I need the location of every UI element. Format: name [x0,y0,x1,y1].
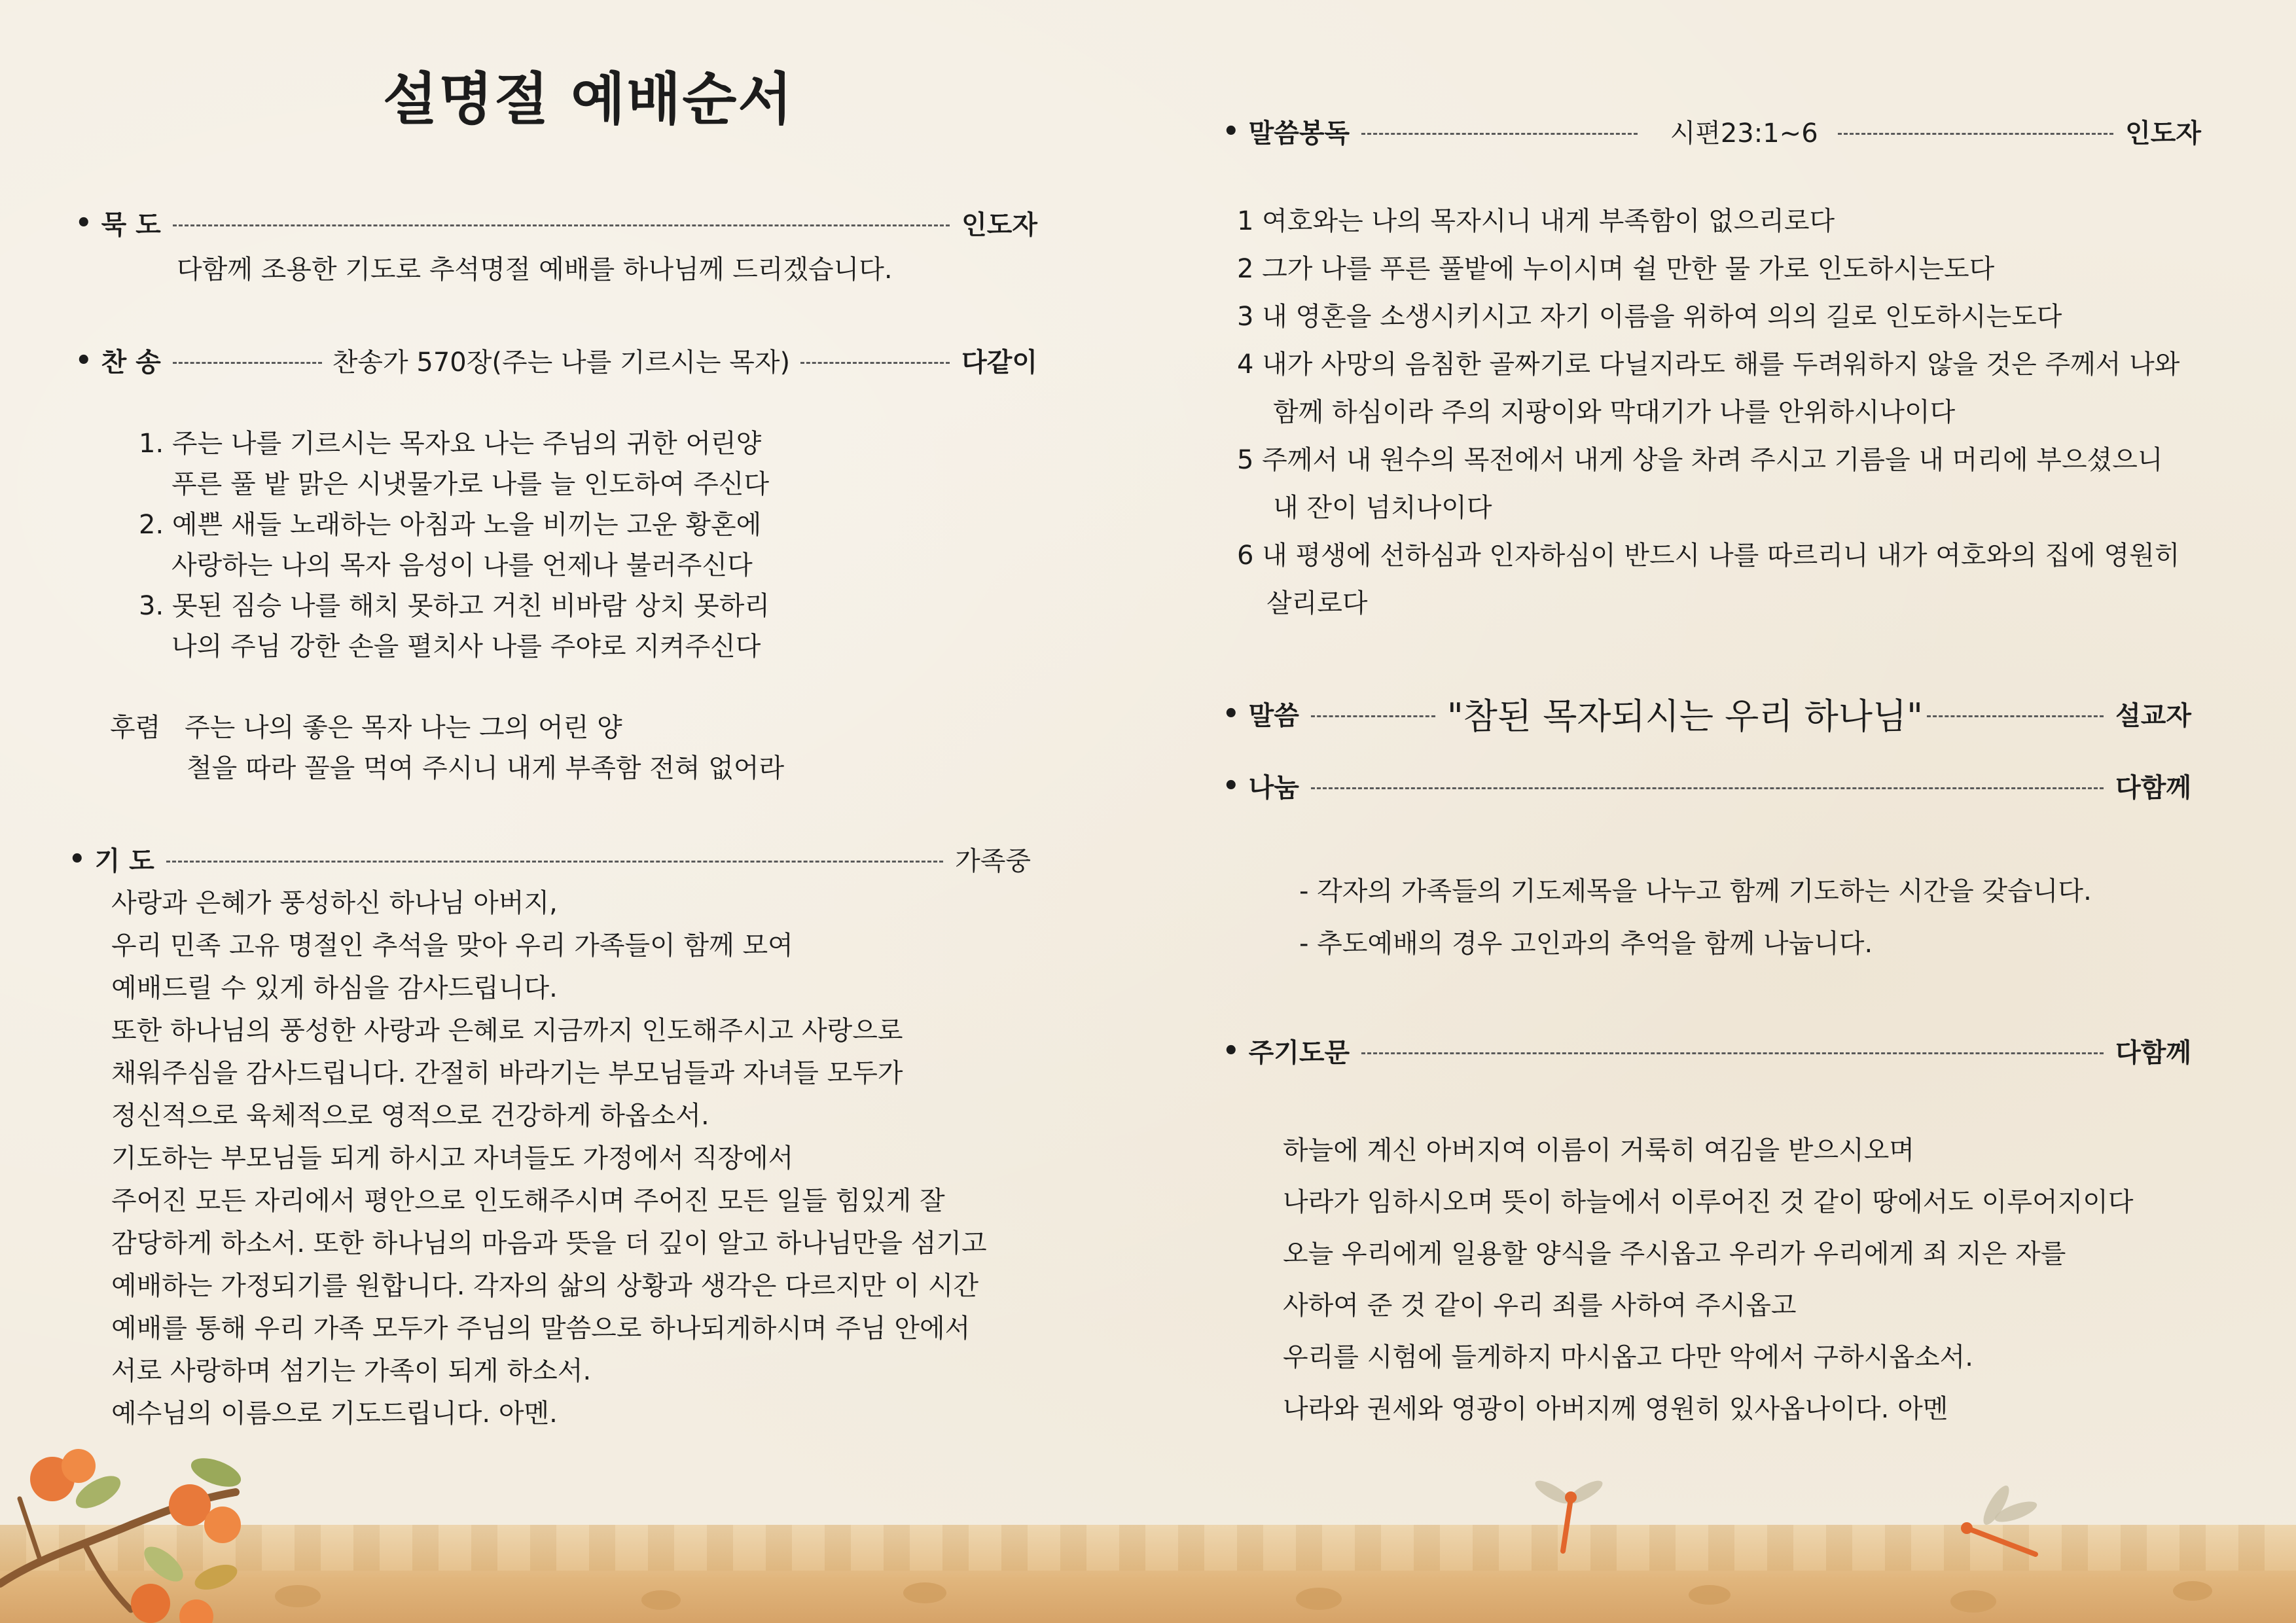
hymn-verse-line: 푸른 풀 밭 맑은 시냇물가로 나를 늘 인도하여 주신다 [171,469,770,499]
pebble [903,1582,946,1603]
bullet: • [69,844,86,874]
bullet: • [1223,116,1240,147]
psalm-line: 5 주께서 내 원수의 목전에서 내게 상을 차려 주시고 기름을 내 머리에 부으셨으니 [1237,445,2163,475]
prayer-line: 기도하는 부모님들 되게 하시고 자녀들도 가정에서 직장에서 [111,1143,794,1173]
sermon-role: 설교자 [2115,701,2191,731]
psalm-line: 6 내 평생에 선하심과 인자하심이 반드시 나를 따르리니 내가 여호와의 집에 영원히 [1237,541,2180,571]
dragonfly-illustration [1937,1479,2055,1571]
prayer-line: 우리 민족 고유 명절인 추석을 맞아 우리 가족들이 함께 모여 [111,931,793,961]
sharing-label: 나눔 [1248,773,1299,803]
leader-dashes [1311,787,2104,789]
hymn-verse-line: 2. 예쁜 새들 노래하는 아침과 노을 비끼는 고운 황혼에 [139,510,762,540]
page-title: 설명절 예배순서 [383,67,794,132]
scripture-passage: 시편23:1~6 [1670,118,1818,149]
section-lords-prayer [1223,1032,2191,1069]
section-silent-prayer [75,204,1037,241]
pebble [1950,1590,1996,1613]
section-prayer [69,840,1031,878]
prayer-line: 주어진 모든 자리에서 평안으로 인도해주시며 주어진 모든 일들 힘있게 잘 [111,1186,945,1216]
bullet: • [75,345,92,376]
section-scripture-reading [1223,113,2201,150]
hymn-verse-line: 1. 주는 나를 기르시는 목자요 나는 주님의 귀한 어린양 [139,429,762,459]
prayer-line: 서로 사랑하며 섬기는 가족이 되게 하소서. [111,1356,592,1386]
psalm-line: 함께 하심이라 주의 지팡이와 막대기가 나를 안위하시나이다 [1273,397,1956,427]
bullet: • [1223,1035,1240,1066]
prayer-line: 채워주심을 감사드립니다. 간절히 바라기는 부모님들과 자녀들 모두가 [111,1058,903,1088]
lords-prayer-line: 하늘에 계신 아버지여 이름이 거룩히 여김을 받으시오며 [1283,1135,1915,1166]
psalm-line: 4 내가 사망의 음침한 골짜기로 다닐지라도 해를 두려워하지 않을 것은 주께서 나와 [1237,349,2180,380]
leader-dashes [800,362,950,364]
sermon-title: "참된 목자되시는 우리 하나님" [1446,696,1923,737]
bullet: • [1223,770,1240,801]
hymn-label: 찬 송 [101,348,161,378]
silent-prayer-role: 인도자 [961,210,1037,240]
dragonfly-illustration [1532,1472,1610,1558]
leader-dashes [1927,715,2104,717]
lords-prayer-line: 우리를 시험에 들게하지 마시옵고 다만 악에서 구하시옵소서. [1283,1342,1974,1372]
psalm-line: 2 그가 나를 푸른 풀밭에 누이시며 쉴 만한 물 가로 인도하시는도다 [1237,254,1995,284]
persimmon-branch-illustration [0,1427,275,1623]
prayer-line: 예배드릴 수 있게 하심을 감사드립니다. [111,973,558,1003]
hymn-verse-line: 3. 못된 짐승 나를 해치 못하고 거친 비바람 상치 못하리 [139,591,770,621]
pebble [1296,1588,1342,1610]
leader-dashes [1361,133,1637,135]
leader-dashes [1311,715,1435,717]
prayer-line: 또한 하나님의 풍성한 사랑과 은혜로 지금까지 인도해주시고 사랑으로 [111,1016,903,1046]
psalm-line: 1 여호와는 나의 목자시니 내게 부족함이 없으리로다 [1237,206,1835,236]
psalm-line: 내 잔이 넘치나이다 [1273,493,1492,523]
psalm-line: 3 내 영혼을 소생시키시고 자기 이름을 위하여 의의 길로 인도하시는도다 [1237,302,2062,332]
leader-dashes [1361,1052,2104,1054]
prayer-line: 예배를 통해 우리 가족 모두가 주님의 말씀으로 하나되게하시며 주님 안에서 [111,1313,971,1344]
section-sermon [1223,688,2191,739]
refrain-line: 철을 따라 꼴을 먹여 주시니 내게 부족함 전혀 없어라 [187,753,785,783]
prayer-role: 가족중 [955,846,1031,876]
lords-prayer-line: 나라와 권세와 영광이 아버지께 영원히 있사옵나이다. 아멘 [1283,1394,1948,1424]
hymn-verse-line: 사랑하는 나의 목자 음성이 나를 언제나 불러주신다 [171,550,753,580]
sharing-role: 다함께 [2115,773,2191,803]
section-hymn [75,342,1037,379]
pebble [2173,1581,2212,1601]
prayer-line: 감당하게 하소서. 또한 하나님의 마음과 뜻을 더 깊이 알고 하나님만을 섬기고 [111,1228,987,1258]
refrain-line: 주는 나의 좋은 목자 나는 그의 어린 양 [185,713,622,743]
sermon-label: 말씀 [1248,701,1299,731]
silent-prayer-text: 다함께 조용한 기도로 추석명절 예배를 하나님께 드리겠습니다. [177,255,893,285]
prayer-line: 예배하는 가정되기를 원합니다. 각자의 삶의 상황과 생각은 다르지만 이 시간 [111,1271,978,1301]
prayer-label: 기 도 [94,846,154,876]
hymn-title: 찬송가 570장(주는 나를 기르시는 목자) [332,348,791,378]
leader-dashes [173,362,322,364]
section-sharing [1223,767,2191,804]
leader-dashes [1838,133,2113,135]
lords-prayer-line: 나라가 임하시오며 뜻이 하늘에서 이루어진 것 같이 땅에서도 이루어지이다 [1283,1187,2134,1217]
pebble [1689,1585,1731,1605]
refrain-label: 후렴 [110,713,161,743]
psalm-line: 살리로다 [1266,588,1368,618]
prayer-line: 정신적으로 육체적으로 영적으로 건강하게 하옵소서. [111,1101,709,1131]
scripture-reading-role: 인도자 [2125,118,2202,149]
sharing-item: - 추도예배의 경우 고인과의 추억을 함께 나눕니다. [1299,929,1873,959]
leader-dashes [166,861,943,863]
hymn-role: 다같이 [961,348,1038,378]
bullet: • [75,207,92,238]
scripture-reading-label: 말씀봉독 [1248,118,1350,149]
lords-prayer-label: 주기도문 [1248,1038,1350,1068]
lords-prayer-role: 다함께 [2115,1038,2191,1068]
prayer-line: 예수님의 이름으로 기도드립니다. 아멘. [111,1399,558,1429]
lords-prayer-line: 오늘 우리에게 일용할 양식을 주시옵고 우리가 우리에게 죄 지은 자를 [1283,1239,2066,1269]
hymn-verse-line: 나의 주님 강한 손을 펼치사 나를 주야로 지켜주신다 [171,632,761,662]
bullet: • [1223,698,1240,729]
lords-prayer-line: 사하여 준 것 같이 우리 죄를 사하여 주시옵고 [1283,1291,1797,1321]
silent-prayer-label: 묵 도 [101,210,161,240]
pebble [275,1585,321,1607]
leader-dashes [173,224,950,226]
pebble [641,1590,681,1610]
prayer-line: 사랑과 은혜가 풍성하신 하나님 아버지, [111,888,558,918]
sharing-item: - 각자의 가족들의 기도제목을 나누고 함께 기도하는 시간을 갖습니다. [1299,876,2092,906]
